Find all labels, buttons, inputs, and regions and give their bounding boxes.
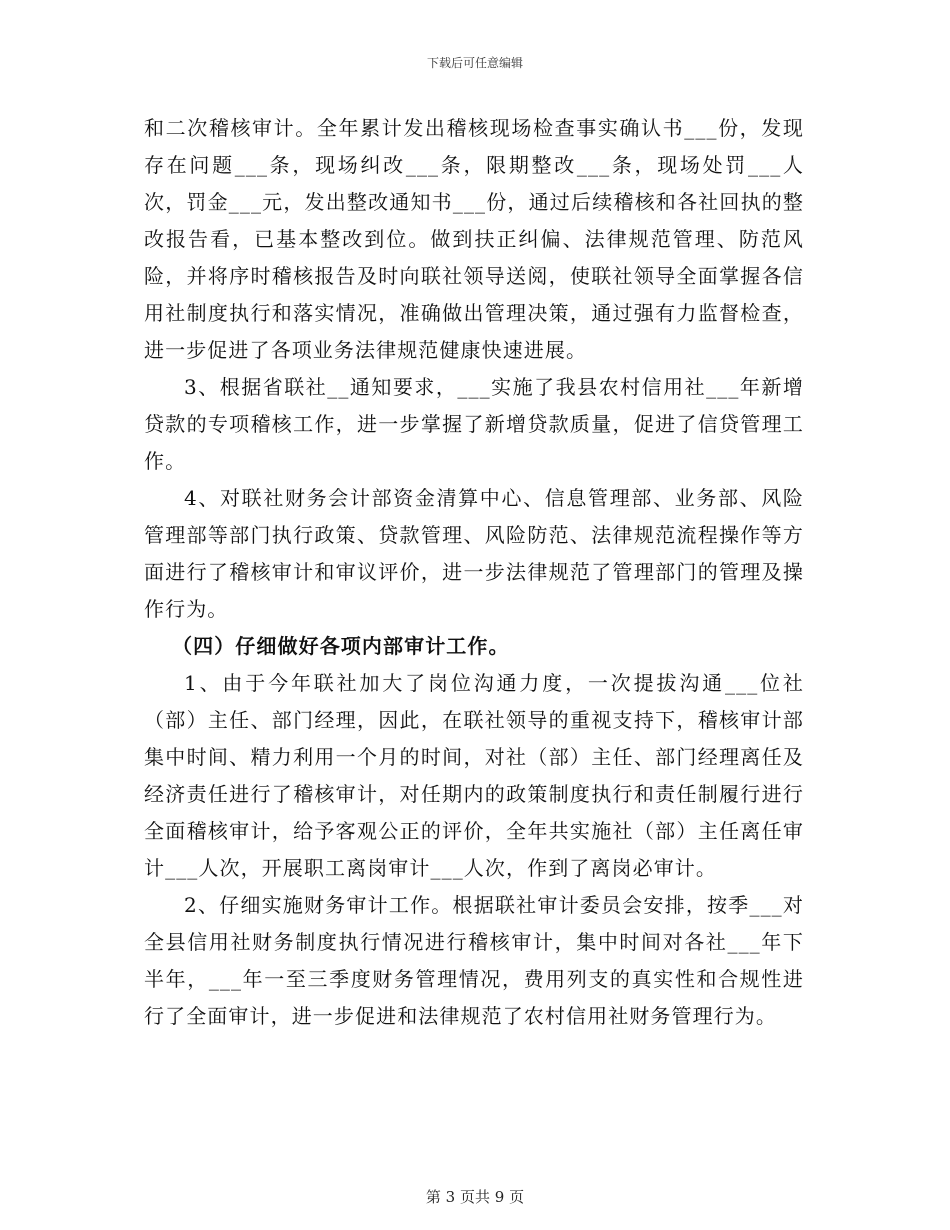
paragraph-internal-audit-1: 1、由于今年联社加大了岗位沟通力度，一次提拔沟通___位社（部）主任、部门经理，因此，在联社领导的重视支持下，稽核审计部集中时间、精力利用一个月的时间，对社（部）主任、部门经理离任及经济责任进行了稽核审计，对任期内的政策制度执行和责任制履行进行全面稽核审计，给予客观公正的评价，全年共实施社（部）主任离任审计___人次，开展职工离岗审计___人次，作到了离岗必审计。 [144, 671, 804, 880]
document-body [144, 110, 804, 1035]
paragraph-item-3: 3、根据省联社__通知要求，___实施了我县农村信用社___年新增贷款的专项稽核工作，进一步掌握了新增贷款质量，促进了信贷管理工作。 [144, 375, 804, 473]
paragraph-item-4: 4、对联社财务会计部资金清算中心、信息管理部、业务部、风险管理部等部门执行政策、贷款管理、风险防范、法律规范流程操作等方面进行了稽核审计和审议评价，进一步法律规范了管理部门的管理及操作行为。 [144, 486, 804, 621]
paragraph-audit-results: 和二次稽核审计。全年累计发出稽核现场检查事实确认书___份，发现存在问题___条，现场纠改___条，限期整改___条，现场处罚___人次，罚金___元，发出整改通知书___份，通过后续稽核和各社回执的整改报告看，已基本整改到位。做到扶正纠偏、法律规范管理、防范风险，并将序时稽核报告及时向联社领导送阅，使联社领导全面掌握各信用社制度执行和落实情况，准确做出管理决策，通过强有力监督检查，进一步促进了各项业务法律规范健康快速进展。 [144, 116, 804, 362]
paragraph-internal-audit-2: 2、仔细实施财务审计工作。根据联社审计委员会安排，按季___对全县信用社财务制度执行情况进行稽核审计，集中时间对各社___年下半年，___年一至三季度财务管理情况，费用列支的真实性和合规性进行了全面审计，进一步促进和法律规范了农村信用社财务管理行为。 [144, 893, 804, 1028]
page-footer: 第 3 页共 9 页 [425, 1188, 525, 1206]
section-heading-four: （四）仔细做好各项内部审计工作。 [172, 634, 510, 658]
page-header: 下载后可任意编辑 [426, 56, 523, 70]
